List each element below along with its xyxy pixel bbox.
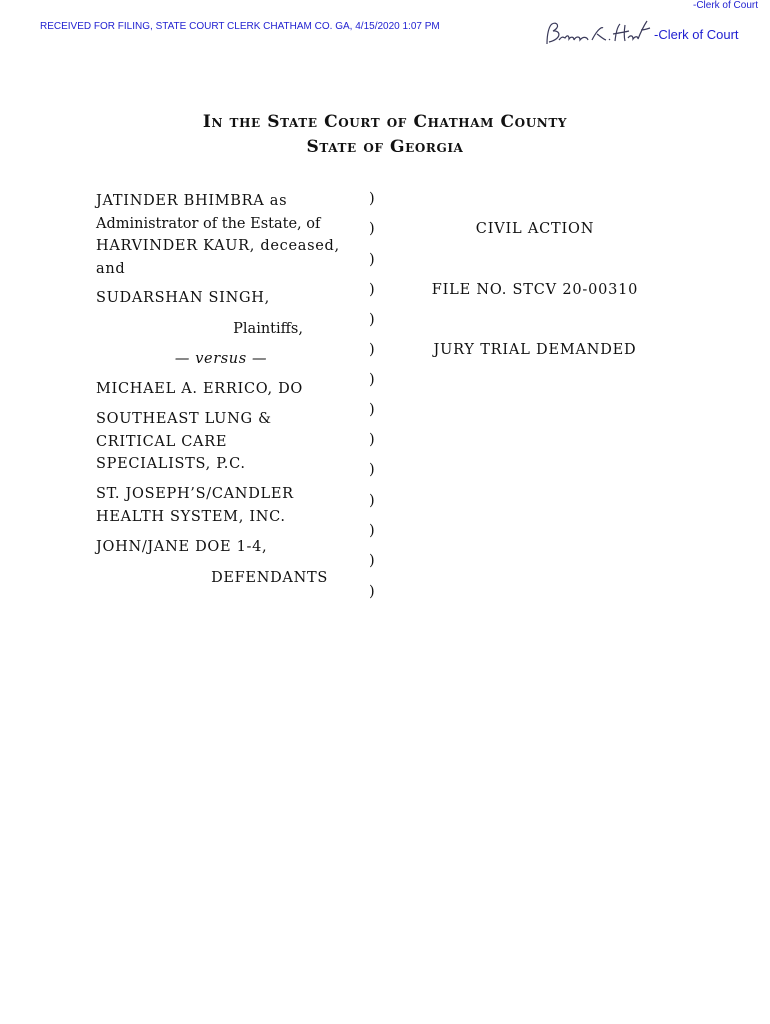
caption-paren: ) xyxy=(369,402,375,418)
plaintiff-1-line: JATINDER BHIMBRA as xyxy=(96,193,288,209)
top-clerk-label: -Clerk of Court xyxy=(692,0,758,11)
caption-paren: ) xyxy=(369,282,375,298)
caption-paren: ) xyxy=(369,342,375,358)
signature-clerk-label: -Clerk of Court xyxy=(654,27,739,42)
defendant-2-line: CRITICAL CARE xyxy=(96,433,228,450)
defendant-2-line: SPECIALISTS, P.C. xyxy=(96,456,246,472)
defendant-4: JOHN/JANE DOE 1-4, xyxy=(96,539,268,555)
plaintiff-1-line: Administrator of the Estate, of xyxy=(96,215,321,232)
plaintiff-2: SUDARSHAN SINGH, xyxy=(96,290,270,306)
clerk-signature xyxy=(543,18,653,48)
versus-label: — versus — xyxy=(174,351,268,367)
caption-paren: ) xyxy=(369,221,375,237)
caption-paren: ) xyxy=(369,493,375,509)
civil-action-label: CIVIL ACTION xyxy=(475,221,595,237)
defendant-3-block xyxy=(96,483,346,528)
jury-trial-demanded: JURY TRIAL DEMANDED xyxy=(433,342,637,358)
filing-stamp: RECEIVED FOR FILING, STATE COURT CLERK CHATHAM CO. GA, 4/15/2020 1:07 PM xyxy=(40,21,440,32)
caption-paren: ) xyxy=(369,372,375,388)
clerk-signature-block xyxy=(543,18,739,48)
plaintiffs-label: Plaintiffs, xyxy=(233,321,303,337)
plaintiff-1-line: HARVINDER KAUR, deceased, xyxy=(96,238,340,254)
caption-paren: ) xyxy=(369,312,375,328)
caption-paren: ) xyxy=(369,553,375,569)
caption-paren: ) xyxy=(369,252,375,268)
caption-paren: ) xyxy=(369,191,375,207)
plaintiff-1-line: and xyxy=(96,260,126,277)
caption-paren: ) xyxy=(369,584,375,600)
defendants-label: DEFENDANTS xyxy=(211,570,328,586)
file-number: FILE NO. STCV 20-00310 xyxy=(431,282,639,298)
caption-paren: ) xyxy=(369,432,375,448)
plaintiff-1-block xyxy=(96,190,346,280)
defendant-3-line: HEALTH SYSTEM, INC. xyxy=(96,508,286,525)
caption-paren: ) xyxy=(369,523,375,539)
defendant-2-line: SOUTHEAST LUNG & xyxy=(96,411,272,427)
court-title: In the State Court of Chatham County xyxy=(202,112,568,132)
defendant-3-line: ST. JOSEPH’S/CANDLER xyxy=(96,486,294,502)
defendant-2-block xyxy=(96,408,346,476)
defendant-1: MICHAEL A. ERRICO, DO xyxy=(96,381,304,397)
court-state: State of Georgia xyxy=(306,137,464,157)
caption-paren: ) xyxy=(369,462,375,478)
